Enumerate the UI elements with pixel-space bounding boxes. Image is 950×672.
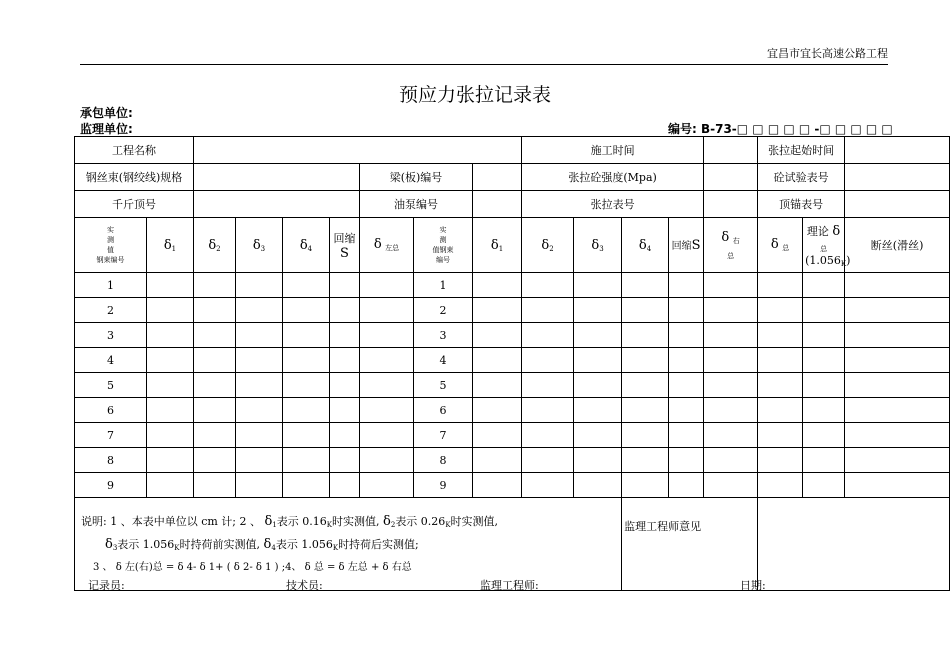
row-no-right: 6 [414,398,473,423]
recorder-label: 记录员: [88,579,125,592]
row-no-left: 8 [75,448,147,473]
technician-label: 技术员: [286,579,323,592]
row-no-right: 1 [414,273,473,298]
col-delta-3-left: $\delta_3$ [236,218,283,273]
col-delta-left-total: δ $_{左总}$ [360,218,414,273]
tension-record-table [74,136,950,591]
engineer-label: 监理工程师: [480,579,539,592]
tension-start-label: 张拉起始时间 [758,137,845,164]
tension-start-value[interactable] [845,137,950,164]
document-code: 编号: B-73-□ □ □ □ □ -□ □ □ □ □ [668,122,893,136]
tension-gauge-value[interactable] [704,191,758,218]
row-no-right: 9 [414,473,473,498]
pump-no-label: 油泵编号 [360,191,473,218]
col-delta-2-right: $\delta_2$ [522,218,574,273]
supervisor-label: 监理单位: [80,122,133,136]
concrete-strength-value[interactable] [704,164,758,191]
col-delta-1-left: $\delta_1$ [147,218,194,273]
strand-spec-label: 钢丝束(钢绞线)规格 [75,164,194,191]
beam-no-label: 梁(板)编号 [360,164,473,191]
jack-no-value[interactable] [194,191,360,218]
col-break-slip: 断丝(滑丝) [845,218,950,273]
col-delta-3-right: $\delta_3$ [574,218,622,273]
col-retract-left: 回缩 S [330,218,360,273]
beam-no-value[interactable] [473,164,522,191]
col-retract-right: 回缩S [669,218,704,273]
supervisor-opinion-label: 监理工程师意见 [622,498,758,591]
row-no-left: 6 [75,398,147,423]
row-no-left: 5 [75,373,147,398]
test-report-label: 砼试验表号 [758,164,845,191]
row-no-left: 3 [75,323,147,348]
row-no-left: 7 [75,423,147,448]
anchor-gauge-value[interactable] [845,191,950,218]
supervisor-opinion-value[interactable] [758,498,950,591]
row-no-right: 8 [414,448,473,473]
concrete-strength-label: 张拉砼强度(Mpa) [522,164,704,191]
note-line-1: 说明: 1 、本表中单位以 cm 计; 2 、 $\delta_1$表示 $0.16_K$时实测值, $\delta_2$表示 $0.26_K$时实测值, [81,513,499,529]
row-no-left: 9 [75,473,147,498]
col-theory-total: 理论 δ $_总$ $(1.056_K)$ [803,218,845,273]
row-no-right: 4 [414,348,473,373]
construction-time-value[interactable] [704,137,758,164]
tension-gauge-label: 张拉表号 [522,191,704,218]
col-delta-4-right: $\delta_4$ [622,218,669,273]
anchor-gauge-label: 顶锚表号 [758,191,845,218]
jack-no-label: 千斤顶号 [75,191,194,218]
document-title: 预应力张拉记录表 [398,84,551,106]
row-no-left: 2 [75,298,147,323]
row-no-left: 4 [75,348,147,373]
col-delta-1-right: $\delta_1$ [473,218,522,273]
col-delta-4-left: $\delta_4$ [283,218,330,273]
page-header [80,44,888,65]
construction-time-label: 施工时间 [522,137,704,164]
header-project-name: 宜昌市宜长高速公路工程 [767,47,888,60]
col-strand-no-left: 实 测 值 钢束编号 [75,218,147,273]
col-delta-right-total: δ $_右$ $_总$ [704,218,758,273]
strand-spec-value[interactable] [194,164,360,191]
contractor-label: 承包单位: [80,106,133,120]
col-delta-total: δ $_总$ [758,218,803,273]
row-no-right: 7 [414,423,473,448]
notes-cell [75,498,622,591]
note-line-3: 3 、 δ 左(右)总 = δ 4- δ 1+ ( δ 2- δ 1 ) ;4、 δ 总 = δ 左总 + δ 右总 [93,561,412,573]
pump-no-value[interactable] [473,191,522,218]
test-report-value[interactable] [845,164,950,191]
row-no-right: 5 [414,373,473,398]
project-name-label: 工程名称 [75,137,194,164]
col-strand-no-right: 实 测 值钢束 编号 [414,218,473,273]
row-no-right: 3 [414,323,473,348]
row-no-left: 1 [75,273,147,298]
date-label: 日期: [740,579,766,592]
note-line-2: $\delta_3$表示 $1.056_K$时持荷前实测值, $\delta_4$表示 $1.056_K$时持荷后实测值; [105,536,419,552]
project-name-value[interactable] [194,137,522,164]
row-no-right: 2 [414,298,473,323]
col-delta-2-left: $\delta_2$ [194,218,236,273]
